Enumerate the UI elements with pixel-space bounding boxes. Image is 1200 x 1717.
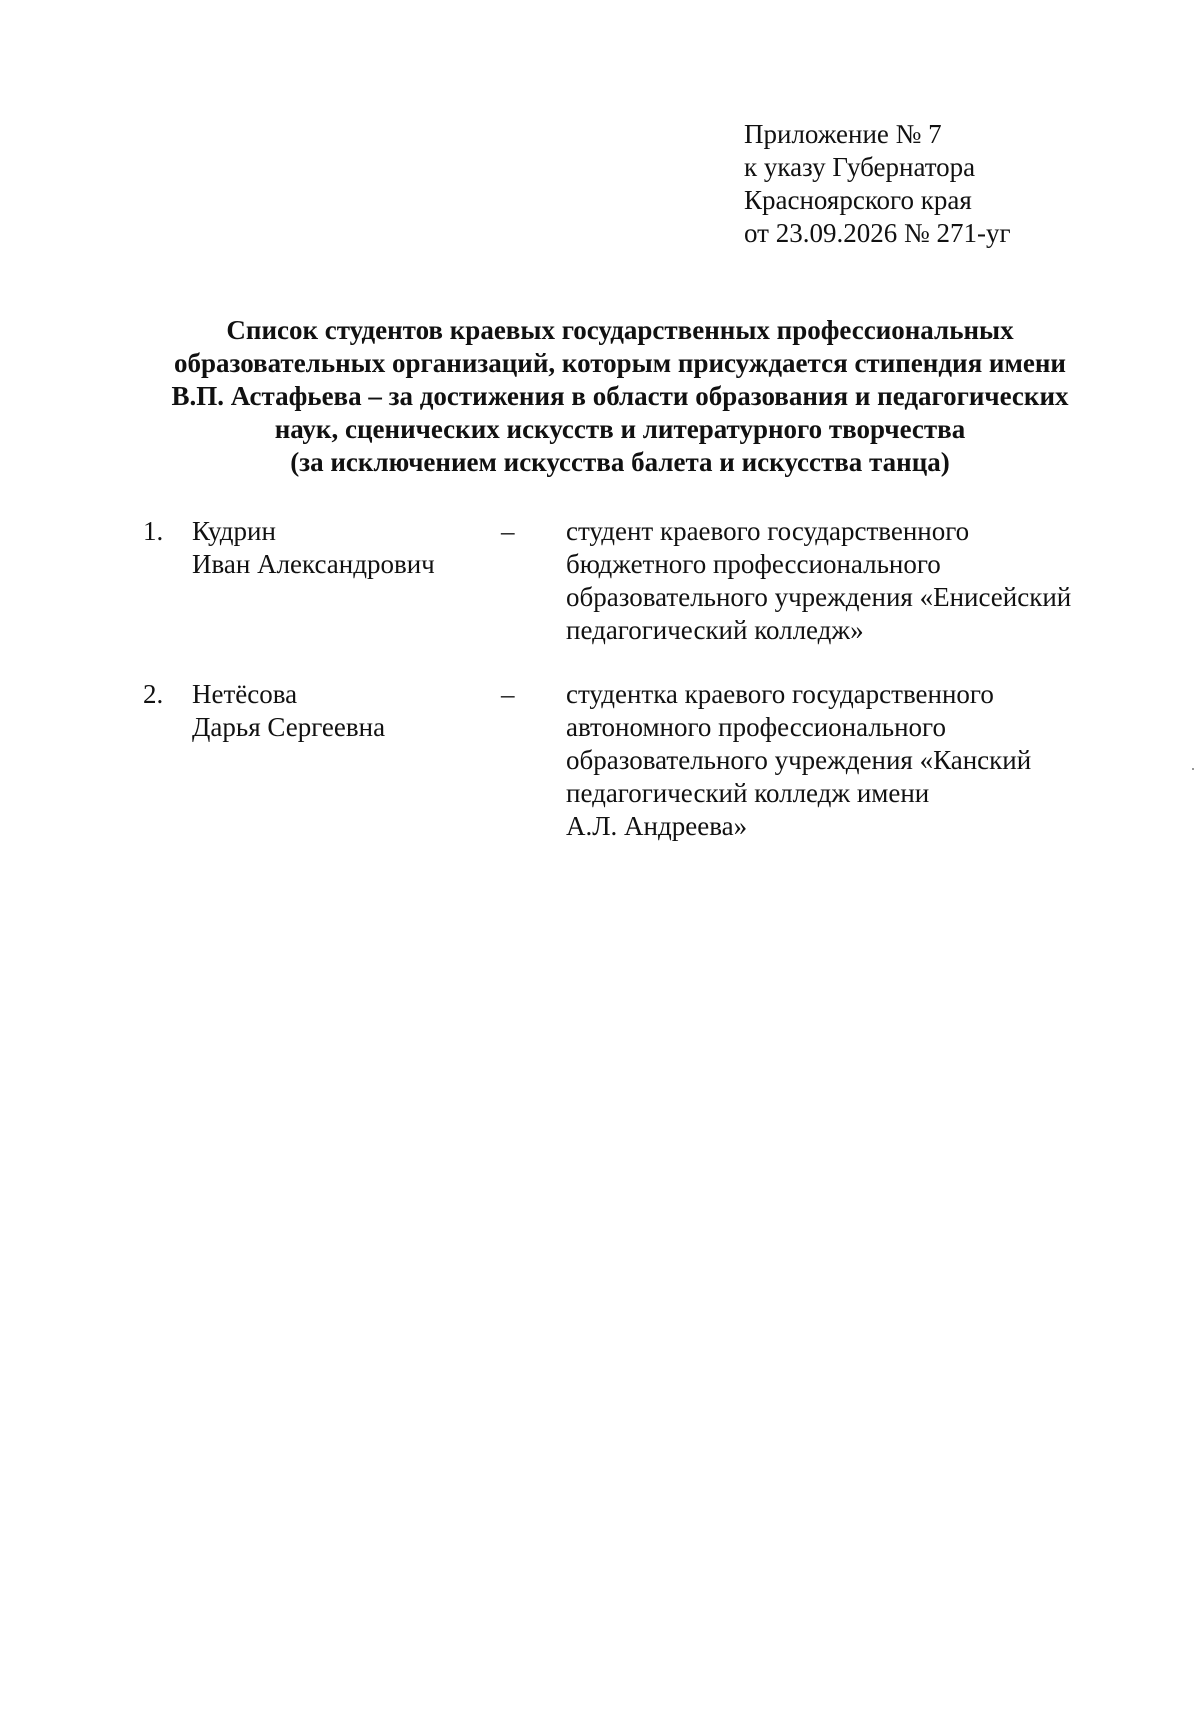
description-line: бюджетного профессионального <box>566 549 941 579</box>
description-line: образовательного учреждения «Енисейский <box>566 582 1072 612</box>
student-name <box>192 678 385 744</box>
student-description <box>566 678 1031 843</box>
description-line: студент краевого государственного <box>566 516 970 546</box>
title-line: Список студентов краевых государственных профессиональных <box>226 315 1014 345</box>
title-line: (за исключением искусства балета и искусства танца) <box>290 447 950 477</box>
student-given-names: Иван Александрович <box>192 549 435 579</box>
separator-dash: – <box>501 516 515 546</box>
description-line: педагогический колледж имени <box>566 778 930 808</box>
student-description <box>566 515 1071 647</box>
title-line: В.П. Астафьева – за достижения в области образования и педагогических <box>171 381 1069 411</box>
appendix-line: Приложение № 7 <box>744 119 942 149</box>
student-name <box>192 515 435 581</box>
appendix-line: Красноярского края <box>744 185 972 215</box>
student-surname: Кудрин <box>192 516 276 546</box>
description-line: педагогический колледж» <box>566 615 864 645</box>
list-item-number: 1. <box>143 516 164 546</box>
appendix-line: к указу Губернатора <box>744 152 976 182</box>
scan-speck <box>1192 768 1194 770</box>
description-line: А.Л. Андреева» <box>566 811 748 841</box>
description-line: образовательного учреждения «Канский <box>566 745 1032 775</box>
title-line: образовательных организаций, которым присуждается стипендия имени <box>174 348 1066 378</box>
student-given-names: Дарья Сергеевна <box>192 712 386 742</box>
description-line: автономного профессионального <box>566 712 946 742</box>
appendix-header <box>744 118 1011 250</box>
appendix-line: от 23.09.2026 № 271-уг <box>744 218 1011 248</box>
separator-dash: – <box>501 679 515 709</box>
document-title <box>120 314 1120 479</box>
list-item-number: 2. <box>143 679 164 709</box>
description-line: студентка краевого государственного <box>566 679 994 709</box>
student-surname: Нетёсова <box>192 679 298 709</box>
title-line: наук, сценических искусств и литературного творчества <box>274 414 966 444</box>
